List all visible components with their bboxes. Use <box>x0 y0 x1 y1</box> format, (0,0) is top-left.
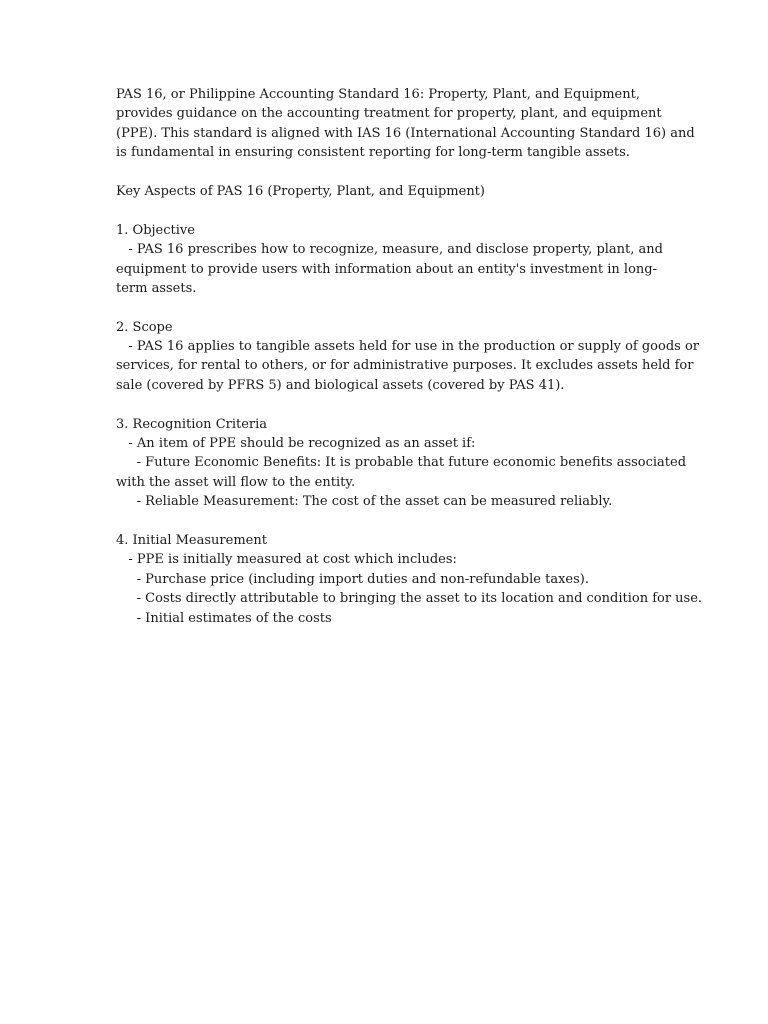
spacer <box>116 512 656 531</box>
recognition-title: 3. Recognition Criteria <box>116 416 268 432</box>
objective-line: equipment to provide users with information about an entity's investment in long- <box>116 261 657 277</box>
initial-measurement-line: - PPE is initially measured at cost which includes: <box>116 552 457 568</box>
intro-line: (PPE). This standard is aligned with IAS 16 (International Accounting Standard 16) and <box>116 125 695 141</box>
recognition-section <box>116 415 687 512</box>
objective-line: term assets. <box>116 280 197 296</box>
initial-measurement-line: - Initial estimates of the costs <box>116 610 332 626</box>
scope-line: services, for rental to others, or for administrative purposes. It excludes assets held for <box>116 358 694 374</box>
recognition-line: - Reliable Measurement: The cost of the asset can be measured reliably. <box>116 494 613 510</box>
intro-line: is fundamental in ensuring consistent reporting for long-term tangible assets. <box>116 145 630 161</box>
scope-title: 2. Scope <box>116 319 173 335</box>
document-body <box>116 85 703 628</box>
spacer <box>116 163 656 182</box>
intro-line: PAS 16, or Philippine Accounting Standard 16: Property, Plant, and Equipment, <box>116 87 640 102</box>
objective-title: 1. Objective <box>116 222 195 238</box>
initial-measurement-section <box>116 531 703 628</box>
spacer <box>116 201 656 220</box>
scope-section <box>116 318 699 396</box>
initial-measurement-title: 4. Initial Measurement <box>116 532 267 548</box>
scope-line: sale (covered by PFRS 5) and biological assets (covered by PAS 41). <box>116 377 565 393</box>
scope-line: - PAS 16 applies to tangible assets held for use in the production or supply of goods or <box>116 339 699 355</box>
spacer <box>116 395 656 414</box>
initial-measurement-line: - Costs directly attributable to bringing the asset to its location and condition for use. <box>116 591 703 607</box>
spacer <box>116 298 656 317</box>
intro-paragraph <box>116 85 695 163</box>
recognition-line: with the asset will flow to the entity. <box>116 474 356 490</box>
recognition-line: - An item of PPE should be recognized as an asset if: <box>116 436 476 452</box>
objective-line: - PAS 16 prescribes how to recognize, measure, and disclose property, plant, and <box>116 242 663 258</box>
recognition-line: - Future Economic Benefits: It is probable that future economic benefits associated <box>116 455 687 471</box>
objective-section <box>116 221 663 299</box>
initial-measurement-line: - Purchase price (including import duties and non-refundable taxes). <box>116 571 589 587</box>
intro-line: provides guidance on the accounting treatment for property, plant, and equipment <box>116 106 662 122</box>
section-heading: Key Aspects of PAS 16 (Property, Plant, and Equipment) <box>116 183 485 199</box>
